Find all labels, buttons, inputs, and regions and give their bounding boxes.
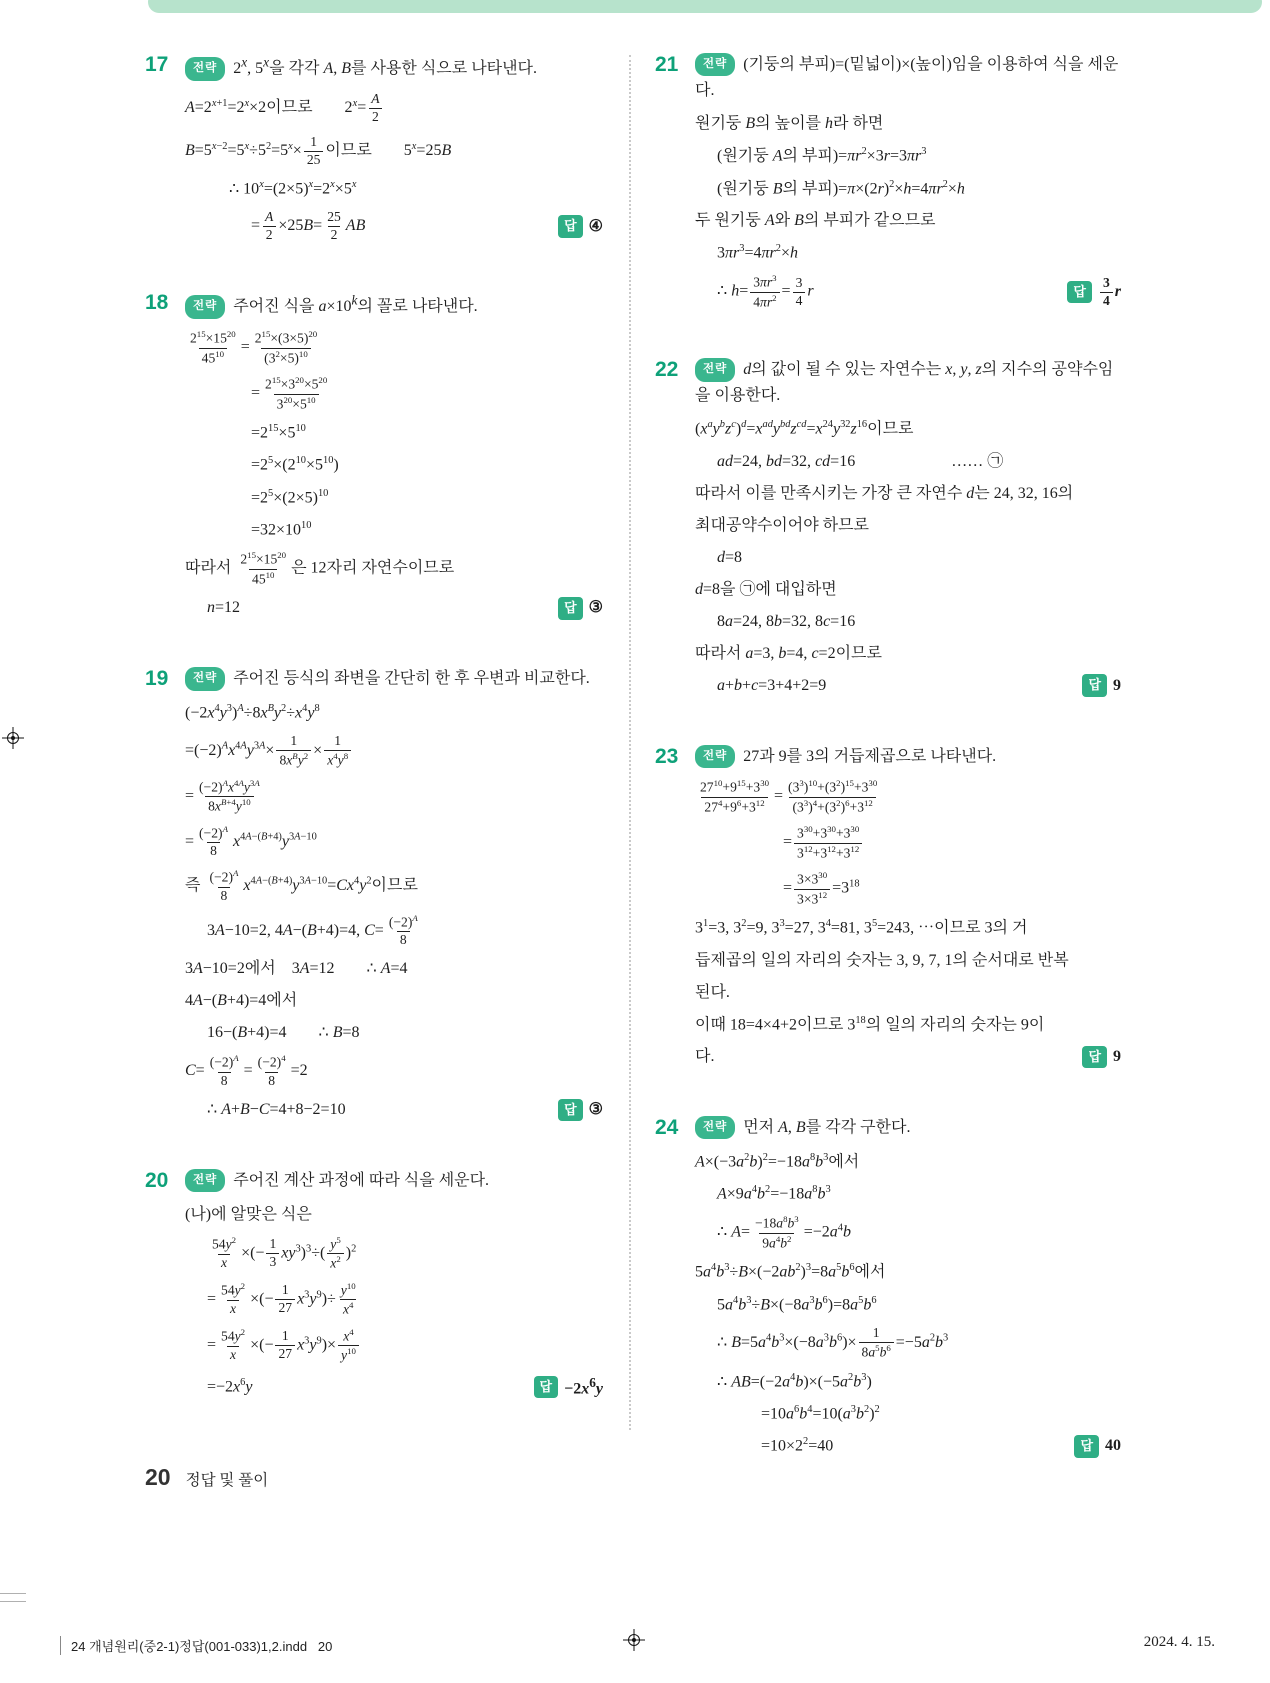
solution-line bbox=[695, 1150, 1121, 1174]
solution-line bbox=[185, 989, 603, 1013]
math-expression: d=8을 ㉠에 대입하면 bbox=[695, 580, 837, 598]
solution-line bbox=[185, 91, 603, 126]
math-expression: $=10a^6b^4=10(a^3b^2)^2$ bbox=[761, 1403, 880, 1423]
solution-line bbox=[185, 518, 603, 542]
column-divider bbox=[629, 55, 631, 1430]
problem-number: 22 bbox=[655, 358, 679, 382]
print-file-info: 24 개념원리(중2-1)정답(001-033)1,2.indd 20 bbox=[60, 1636, 332, 1655]
solution-line bbox=[185, 913, 603, 950]
solution-line bbox=[695, 1013, 1121, 1037]
left-column bbox=[145, 52, 603, 1447]
math-expression: ad=24, bd=32, cd=16 …… ㉠ bbox=[717, 452, 1004, 470]
page-number: 20 bbox=[145, 1464, 171, 1490]
math-expression: 따라서 $\frac{2^{15}\times 15^{20}}{45^{10}}$ 은 12자리 자연수이므로 bbox=[185, 550, 455, 587]
solution-line bbox=[185, 1373, 603, 1401]
answer-value: ④ bbox=[588, 217, 603, 235]
registration-mark-icon bbox=[623, 1629, 645, 1651]
answer-badge: 답 bbox=[558, 597, 583, 620]
top-accent-bar bbox=[148, 0, 1262, 13]
problem-24 bbox=[655, 1115, 1121, 1466]
problem-21 bbox=[655, 52, 1121, 319]
solution-line bbox=[185, 209, 603, 244]
answer-value: ③ bbox=[588, 1100, 603, 1118]
solution-line bbox=[695, 1260, 1121, 1284]
solution-line bbox=[185, 733, 603, 770]
problem-number: 18 bbox=[145, 291, 169, 315]
math-expression: = $\frac{3^{30}+3^{30}+3^{30}}{3^{12}+3^{12}+3^{12}}$ bbox=[783, 824, 864, 862]
math-expression: $\frac{2^{15}\times 15^{20}}{45^{10}}$ = $\frac{2^{15}\times(3\times 5)^{20}}{(3^2\times 5)^{10}}$ bbox=[190, 329, 318, 366]
answer bbox=[546, 1098, 603, 1122]
answer-value: $-2x^6y$ bbox=[564, 1374, 603, 1397]
strategy-badge: 전략 bbox=[185, 295, 225, 318]
solution-line bbox=[185, 329, 603, 367]
solution-line bbox=[695, 610, 1121, 634]
solution-line bbox=[695, 1214, 1121, 1252]
math-expression: (원기둥 A의 부피)$=\pi r^2\times 3r=3\pi r^3$ bbox=[717, 146, 927, 165]
math-expression: $=2^5\times(2^{10}\times 5^{10})$ bbox=[251, 455, 339, 474]
math-expression: = $\frac{3\times 3^{30}}{3\times 3^{12}}$ $=3^{18}$ bbox=[783, 870, 860, 907]
math-expression: $=10\times 2^2=40$ bbox=[761, 1436, 834, 1455]
answer-badge: 답 bbox=[558, 1099, 583, 1122]
solution-line bbox=[185, 1281, 603, 1319]
math-expression: = $\frac{A}{2}$ ×25B= $\frac{25}{2}$ AB bbox=[251, 209, 366, 243]
answer bbox=[1055, 275, 1121, 310]
strategy-line bbox=[185, 290, 603, 320]
right-column bbox=[655, 52, 1121, 1504]
problem-number: 21 bbox=[655, 53, 679, 76]
math-expression: = $\frac{2^{15}\times 3^{20}\times 5^{20}}{3^{20}\times 5^{10}}$ bbox=[251, 375, 328, 412]
registration-mark-icon bbox=[2, 727, 24, 749]
math-expression: 두 원기둥 A와 B의 부피가 같으므로 bbox=[695, 211, 936, 229]
solution-line bbox=[695, 1045, 1121, 1069]
strategy-badge: 전략 bbox=[695, 1116, 735, 1139]
problem-number: 24 bbox=[655, 1116, 679, 1140]
solution-line bbox=[695, 144, 1121, 168]
strategy-badge: 전략 bbox=[185, 1169, 225, 1192]
strategy-badge: 전략 bbox=[695, 53, 735, 76]
strategy-badge: 전략 bbox=[695, 358, 735, 381]
math-expression: 4A−(B+4)=4에서 bbox=[185, 992, 298, 1010]
solution-line bbox=[185, 957, 603, 981]
problem-20 bbox=[145, 1168, 603, 1409]
math-expression: 최대공약수이어야 하므로 bbox=[695, 516, 870, 534]
problem-23 bbox=[655, 744, 1121, 1077]
solution-line bbox=[185, 778, 603, 816]
math-expression: 8a=24, 8b=32, 8c=16 bbox=[717, 612, 856, 630]
solution-line bbox=[695, 177, 1121, 201]
math-expression: ∴ $10^x=(2\times 5)^x=2^x\times 5^x$ bbox=[229, 178, 357, 198]
solution-line bbox=[185, 1098, 603, 1122]
math-expression: 원기둥 B의 높이를 h라 하면 bbox=[695, 115, 884, 133]
answer bbox=[1062, 1434, 1121, 1458]
answer bbox=[546, 215, 603, 239]
solution-line bbox=[695, 417, 1121, 441]
answer bbox=[546, 596, 603, 620]
strategy-line bbox=[695, 357, 1121, 408]
math-expression: ∴ A= $\frac{-18a^8b^3}{9a^4b^2}$ $=-2a^4b$ bbox=[717, 1214, 851, 1251]
math-expression: = $\frac{(-2)^Ax^{4A}y^{3A}}{8x^{B+4}y^{10}}$ bbox=[185, 777, 260, 814]
solution-line bbox=[695, 273, 1121, 311]
solution-line bbox=[695, 1434, 1121, 1458]
math-expression: 듭제곱의 일의 자리의 숫자는 3, 9, 7, 1의 순서대로 반복 bbox=[695, 951, 1069, 969]
solution-line bbox=[185, 824, 603, 861]
solution-line bbox=[185, 1203, 603, 1227]
problem-number: 17 bbox=[145, 53, 169, 76]
solution-line bbox=[185, 375, 603, 413]
answer bbox=[522, 1373, 603, 1401]
strategy-line bbox=[695, 52, 1121, 103]
math-expression: $=2^5\times(2\times 5)^{10}$ bbox=[251, 487, 329, 507]
math-expression: ∴ h= $\frac{3\pi r^3}{4\pi r^2}$ = $\frac{3}{4}$ r bbox=[717, 273, 814, 310]
strategy-text: d의 값이 될 수 있는 자연수는 x, y, z의 지수의 공약수임을 이용한다. bbox=[695, 361, 1114, 404]
answer-badge: 답 bbox=[1067, 281, 1092, 304]
answer-value: 9 bbox=[1113, 676, 1121, 694]
strategy-line bbox=[695, 1115, 1121, 1141]
math-expression: 3A−10=2에서 3A=12 ∴ A=4 bbox=[185, 960, 408, 978]
math-expression: 따라서 a=3, b=4, c=2이므로 bbox=[695, 644, 882, 662]
math-expression: ∴ $B=5a^4b^3\times(-8a^3b^6)\times$ $\frac{1}{8a^5b^6}$ $=-5a^2b^3$ bbox=[717, 1325, 949, 1360]
solution-line bbox=[185, 486, 603, 510]
math-expression: $3\pi r^3=4\pi r^2\times h$ bbox=[717, 242, 798, 262]
solution-line bbox=[695, 1402, 1121, 1426]
math-expression: = $\frac{(-2)^A}{8}$ $x^{4A-(B+4)}y^{3A-10}$ bbox=[185, 823, 317, 859]
math-expression: n=12 bbox=[207, 599, 241, 617]
problem-number: 19 bbox=[145, 667, 169, 691]
math-expression: (나)에 알맞은 식은 bbox=[185, 1205, 312, 1223]
strategy-text: 주어진 계산 과정에 따라 식을 세운다. bbox=[233, 1171, 490, 1189]
solution-line bbox=[185, 134, 603, 169]
solution-line bbox=[695, 1325, 1121, 1362]
solution-line bbox=[185, 868, 603, 905]
answer-badge: 답 bbox=[1082, 1046, 1107, 1069]
solution-line bbox=[695, 209, 1121, 233]
answer-badge: 답 bbox=[534, 1376, 559, 1399]
solution-line bbox=[185, 1327, 603, 1365]
math-expression: ∴ $AB=(-2a^4b)\times(-5a^2b^3)$ bbox=[717, 1371, 872, 1390]
trim-mark bbox=[0, 1601, 26, 1602]
strategy-text: 2$^x$, 5$^x$을 각각 A, B를 사용한 식으로 나타낸다. bbox=[233, 55, 538, 78]
strategy-line bbox=[185, 1168, 603, 1194]
math-expression: $\frac{54y^2}{x}$ ×(− $\frac{1}{3}$ $xy^3)^3\div$( $\frac{y^5}{x^2}$ )$^2$ bbox=[212, 1234, 357, 1271]
answer-value: $\frac{3}{4}$ r bbox=[1098, 275, 1121, 310]
math-expression: $3^1=3$, $3^2=9$, $3^3=27$, $3^4=81$, $3^5=243$, ⋯이므로 3의 거 bbox=[695, 918, 1028, 937]
math-expression: $=(-2)^Ax^{4A}y^{3A}\times$ 1 $8x^By^2$ × $\frac{1}{x^4y^8}$ bbox=[185, 733, 353, 770]
strategy-line bbox=[185, 52, 603, 82]
print-date: 2024. 4. 15. bbox=[1143, 1634, 1215, 1650]
problem-19 bbox=[145, 666, 603, 1129]
solution-line bbox=[695, 241, 1121, 265]
math-expression: $5a^4b^3\div B\times(-2ab^2)^3=8a^5b^6$에서 bbox=[695, 1262, 886, 1281]
problem-18 bbox=[145, 290, 603, 628]
trim-mark bbox=[0, 1593, 26, 1594]
solution-line bbox=[185, 421, 603, 445]
page-footer-label bbox=[145, 1464, 268, 1491]
answer bbox=[1070, 1045, 1121, 1069]
math-expression: $5a^4b^3\div B\times(-8a^3b^6)=8a^5b^6$ bbox=[717, 1294, 877, 1313]
math-expression: 다. bbox=[695, 1048, 715, 1066]
math-expression: = $\frac{54y^2}{x}$ ×(− $\frac{1}{27}$ $x^3y^9)\times$ $\frac{x^4}{y^{10}}$ bbox=[207, 1327, 361, 1365]
math-expression: $\frac{27^{10}+9^{15}+3^{30}}{27^4+9^6+3^{12}}$ = $\frac{(3^3)^{10}+(3^2)^{15}+3^{30}}{(3^3)^4+(3^2)^6+3^{12}}$ bbox=[700, 778, 878, 815]
solution-line bbox=[695, 450, 1121, 474]
solution-line bbox=[695, 674, 1121, 698]
page-title: 정답 및 풀이 bbox=[185, 1472, 269, 1489]
solution-line bbox=[695, 112, 1121, 136]
solution-line bbox=[185, 1021, 603, 1045]
math-expression: (원기둥 B의 부피)$=\pi\times(2r)^2\times h=4\pi r^2\times h$ bbox=[717, 178, 965, 197]
solution-line bbox=[695, 642, 1121, 666]
solution-line bbox=[695, 546, 1121, 570]
strategy-badge: 전략 bbox=[695, 745, 735, 768]
solution-line bbox=[695, 824, 1121, 862]
solution-line bbox=[185, 177, 603, 201]
strategy-line bbox=[185, 666, 603, 692]
solution-line bbox=[185, 453, 603, 477]
strategy-badge: 전략 bbox=[185, 57, 225, 80]
strategy-line bbox=[695, 744, 1121, 770]
math-expression: a+b+c=3+4+2=9 bbox=[717, 676, 827, 694]
math-expression: $=-2x^6y$ bbox=[207, 1376, 253, 1395]
solution-line bbox=[695, 981, 1121, 1005]
math-expression: = $\frac{54y^2}{x}$ ×(− $\frac{1}{27}$ $x^3y^9)\div$ $\frac{y^{10}}{x^4}$ bbox=[207, 1280, 356, 1317]
math-expression: ∴ A+B−C=4+8−2=10 bbox=[207, 1100, 346, 1118]
strategy-text: (기둥의 부피)=(밑넓이)×(높이)임을 이용하여 식을 세운다. bbox=[695, 56, 1119, 99]
answer-value: ③ bbox=[588, 599, 603, 617]
solution-line bbox=[695, 1370, 1121, 1394]
solution-line bbox=[185, 1053, 603, 1090]
answer-value: 9 bbox=[1113, 1048, 1121, 1066]
strategy-text: 주어진 등식의 좌변을 간단히 한 후 우변과 비교한다. bbox=[233, 670, 590, 688]
solution-line bbox=[185, 701, 603, 725]
answer-value: 40 bbox=[1105, 1437, 1121, 1455]
math-expression: d=8 bbox=[717, 548, 743, 566]
math-expression: 즉 $\frac{(-2)^A}{8}$ $x^{4A-(B+4)}y^{3A-10}=Cx^4y^2$이므로 bbox=[185, 868, 418, 903]
math-expression: 3A−10=2, 4A−(B+4)=4, C= $\frac{(-2)^A}{8}$ bbox=[207, 912, 418, 948]
problem-17 bbox=[145, 52, 603, 252]
solution-line bbox=[695, 916, 1121, 940]
answer-badge: 답 bbox=[558, 215, 583, 238]
math-expression: C= $\frac{(-2)^A}{8}$ = $\frac{(-2)^4}{8}$ =2 bbox=[185, 1053, 308, 1088]
solution-line bbox=[695, 578, 1121, 602]
solution-line bbox=[695, 482, 1121, 506]
solution-line bbox=[695, 1182, 1121, 1206]
problem-number: 23 bbox=[655, 744, 679, 768]
solution-line bbox=[695, 778, 1121, 816]
strategy-text: 주어진 식을 $a\times 10^k$의 꼴로 나타낸다. bbox=[233, 293, 478, 316]
solution-line bbox=[185, 596, 603, 620]
strategy-text: 먼저 A, B를 각각 구한다. bbox=[743, 1119, 911, 1137]
math-expression: 따라서 이를 만족시키는 가장 큰 자연수 d는 24, 32, 16의 bbox=[695, 484, 1074, 502]
math-expression: $(-2x^4y^3)^A\div 8x^By^2\div x^4y^8$ bbox=[185, 703, 320, 722]
math-expression: $A=2^{x+1}=2^x\times 2$이므로 $2^x=$ $\frac{A}{2}$ bbox=[185, 91, 385, 126]
math-expression: $A\times(-3a^2b)^2=-18a^8b^3$에서 bbox=[695, 1151, 860, 1170]
problem-22 bbox=[655, 357, 1121, 706]
solution-line bbox=[695, 514, 1121, 538]
math-expression: $=2^{15}\times 5^{10}$ bbox=[251, 423, 306, 442]
strategy-text: 27과 9를 3의 거듭제곱으로 나타낸다. bbox=[743, 747, 997, 765]
answer-badge: 답 bbox=[1082, 674, 1107, 697]
math-expression: $(x^ay^bz^c)^d=x^{ad}y^{bd}z^{cd}=x^{24}y^{32}z^{16}$이므로 bbox=[695, 419, 914, 438]
math-expression: $=32\times 10^{10}$ bbox=[251, 520, 312, 539]
math-expression: 된다. bbox=[695, 983, 730, 1001]
math-expression: $A\times 9a^4b^2=-18a^8b^3$ bbox=[717, 1183, 831, 1203]
solution-line bbox=[695, 1293, 1121, 1317]
solution-line bbox=[695, 870, 1121, 908]
math-expression: $B=5^{x-2}=5^x\div 5^2=5^x\times$ $\frac{1}{25}$ 이므로 $5^x=25B$ bbox=[185, 133, 452, 167]
strategy-badge: 전략 bbox=[185, 667, 225, 690]
problem-number: 20 bbox=[145, 1168, 169, 1192]
solution-line bbox=[185, 550, 603, 588]
answer bbox=[1070, 674, 1121, 698]
math-expression: 16−(B+4)=4 ∴ B=8 bbox=[207, 1024, 360, 1042]
solution-line bbox=[695, 949, 1121, 973]
answer-badge: 답 bbox=[1074, 1435, 1099, 1458]
math-expression: 이때 18=4×4+2이므로 $3^{18}$의 일의 자리의 숫자는 9이 bbox=[695, 1014, 1045, 1034]
solution-line bbox=[185, 1235, 603, 1273]
